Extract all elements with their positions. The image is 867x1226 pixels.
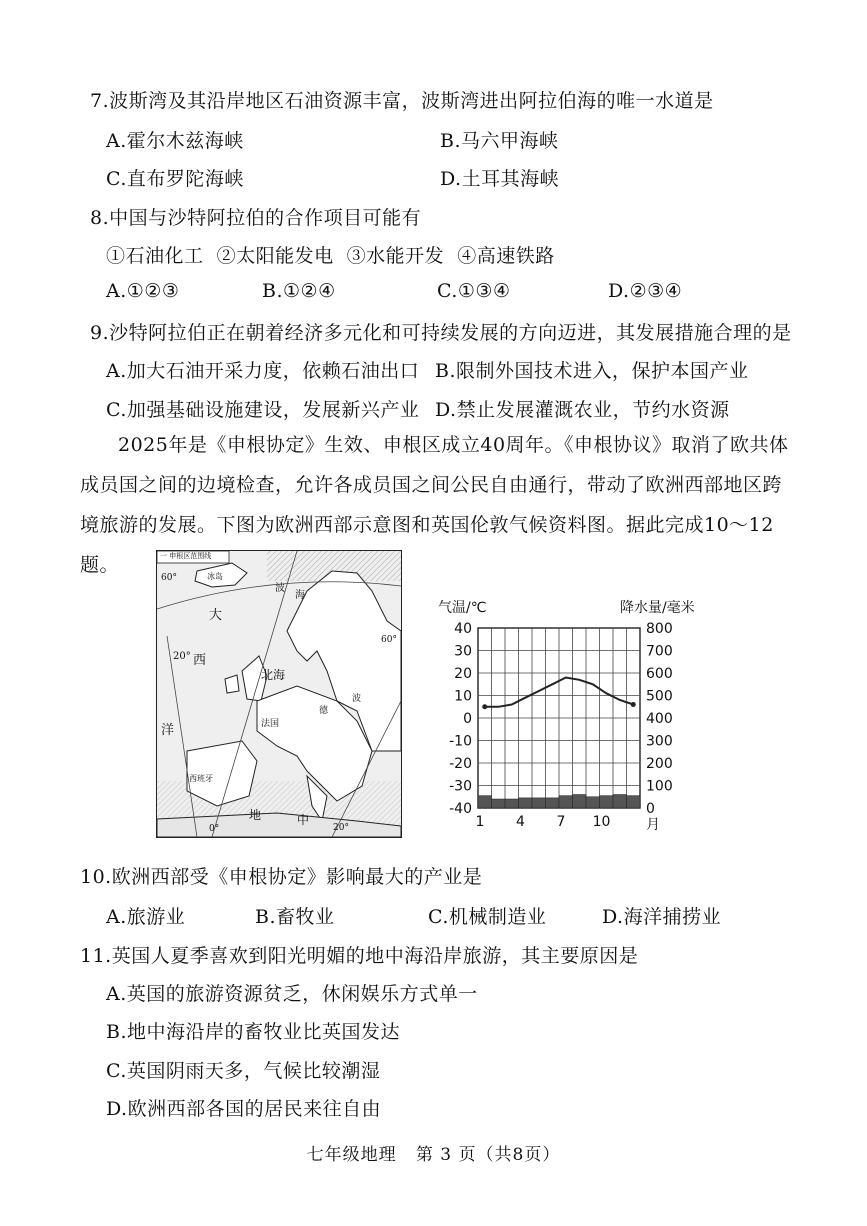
q8-items: ①石油化工 ②太阳能发电 ③水能开发 ④高速铁路 — [106, 245, 555, 267]
london-climate-chart — [430, 592, 720, 842]
precipitation-bar — [573, 795, 587, 809]
left-tick-label: 40 — [454, 621, 472, 637]
left-tick-label: 10 — [454, 688, 472, 705]
left-tick-label: 30 — [454, 643, 472, 660]
q8-option-c: C.①③④ — [437, 280, 511, 302]
question-9-stem: 9.沙特阿拉伯正在朝着经济多元化和可持续发展的方向迈进，其发展措施合理的是 — [90, 322, 792, 344]
x-tick-label: 7 — [556, 814, 566, 830]
right-tick-label: 300 — [646, 733, 673, 750]
map-label-mediterranean: 地 — [249, 808, 262, 822]
right-tick-label: 700 — [646, 643, 673, 660]
right-tick-label: 200 — [646, 756, 673, 772]
map-label-lat60: 60° — [161, 573, 177, 583]
precipitation-bar — [492, 799, 506, 808]
left-tick-label: 0 — [463, 711, 472, 727]
x-tick-label: 1 — [475, 814, 485, 830]
precipitation-bar — [532, 798, 546, 808]
q10-option-b: B.畜牧业 — [255, 906, 335, 928]
map-label-zhong: 中 — [297, 813, 310, 827]
map-label-hai: 海 — [295, 590, 305, 601]
q9-option-b: B.限制外国技术进入，保护本国产业 — [435, 360, 749, 382]
q10-option-c: C.机械制造业 — [428, 906, 547, 928]
q7-option-b: B.马六甲海峡 — [440, 130, 559, 152]
precipitation-bar — [613, 795, 627, 809]
right-tick-label: 400 — [646, 711, 673, 727]
page-footer: 七年级地理 第 3 页（共8页） — [306, 1145, 561, 1165]
q7-option-d: D.土耳其海峡 — [440, 168, 560, 190]
left-tick-label: -20 — [449, 756, 472, 772]
western-europe-map — [156, 550, 402, 838]
precipitation-bar — [627, 796, 641, 808]
map-label-north-sea: 北海 — [261, 668, 286, 682]
left-tick-label: -40 — [449, 801, 472, 817]
map-label-west: 西 — [193, 653, 207, 668]
q9-option-d: D.禁止发展灌溉农业，节约水资源 — [435, 399, 730, 421]
left-axis-label: 气温/℃ — [438, 600, 487, 616]
x-tick-label: 4 — [516, 814, 525, 830]
map-label-france: 法国 — [261, 719, 280, 729]
q8-option-b: B.①②④ — [262, 280, 336, 302]
q11-option-d: D.欧洲西部各国的居民来往自由 — [106, 1098, 382, 1120]
map-label-lat60e: 60° — [381, 635, 397, 645]
q8-option-d: D.②③④ — [608, 280, 683, 302]
right-tick-label: 800 — [646, 621, 673, 637]
q10-option-d: D.海洋捕捞业 — [602, 906, 722, 928]
map-label-lon20w: 20° — [173, 651, 191, 662]
q7-option-a: A.霍尔木兹海峡 — [106, 130, 244, 152]
precipitation-bar — [586, 797, 600, 808]
q7-option-c: C.直布罗陀海峡 — [106, 168, 244, 190]
left-tick-label: -30 — [449, 778, 472, 795]
right-tick-label: 500 — [646, 688, 673, 705]
precipitation-bar — [600, 796, 614, 808]
map-label-iceland: 冰岛 — [207, 572, 223, 581]
q9-option-a: A.加大石油开采力度，依赖石油出口 — [106, 360, 420, 382]
precipitation-bar — [519, 798, 533, 808]
question-10-stem: 10.欧洲西部受《申根协定》影响最大的产业是 — [80, 866, 483, 888]
right-tick-label: 600 — [646, 666, 673, 682]
map-label-poland: 波 — [352, 694, 362, 704]
x-unit-label: 月 — [646, 817, 660, 833]
map-label-lon20e: 20° — [333, 823, 349, 833]
question-11-stem: 11.英国人夏季喜欢到阳光明媚的地中海沿岸旅游，其主要原因是 — [80, 945, 639, 967]
precipitation-bar — [559, 796, 573, 808]
precipitation-bar — [478, 796, 492, 808]
map-label-ocean-da: 大 — [209, 608, 223, 623]
precipitation-bar — [546, 798, 560, 808]
q8-option-a: A.①②③ — [106, 280, 180, 302]
q10-option-a: A.旅游业 — [106, 906, 186, 928]
climate-chart-svg — [430, 592, 720, 842]
passage-text: 2025年是《申根协定》生效、申根区成立40周年。《申根协议》取消了欧共体成员国之间的边境检查，允许各成员国之间公民自由通行，带动了欧洲西部地区跨境旅游的发展。下图为欧洲西部示意图和英国伦敦气候资料图。据此完成10～12题。 — [80, 434, 789, 576]
map-label-spain: 西班牙 — [189, 774, 213, 783]
precipitation-bar — [505, 799, 519, 808]
map-label-lon0: 0° — [209, 824, 220, 834]
left-tick-label: 20 — [454, 666, 472, 682]
q11-option-b: B.地中海沿岸的畜牧业比英国发达 — [106, 1021, 401, 1043]
map-label-germany: 德 — [319, 706, 329, 716]
x-tick-label: 10 — [592, 814, 611, 830]
question-7-stem: 7.波斯湾及其沿岸地区石油资源丰富，波斯湾进出阿拉伯海的唯一水道是 — [90, 90, 714, 112]
q11-option-c: C.英国阴雨天多，气候比较潮湿 — [106, 1060, 381, 1082]
question-8-stem: 8.中国与沙特阿拉伯的合作项目可能有 — [90, 207, 422, 229]
map-label-bo: 波 — [275, 583, 285, 594]
right-axis-label: 降水量/毫米 — [620, 600, 695, 616]
map-legend: 一 申根区范围线 — [160, 552, 212, 560]
q9-option-c: C.加强基础设施建设，发展新兴产业 — [106, 399, 420, 421]
map-label-ocean-yang: 洋 — [161, 723, 175, 738]
right-tick-label: 100 — [646, 778, 673, 795]
right-tick-label: 0 — [646, 801, 655, 817]
q11-option-a: A.英国的旅游资源贫乏，休闲娱乐方式单一 — [106, 983, 478, 1005]
left-tick-label: -10 — [449, 733, 472, 750]
